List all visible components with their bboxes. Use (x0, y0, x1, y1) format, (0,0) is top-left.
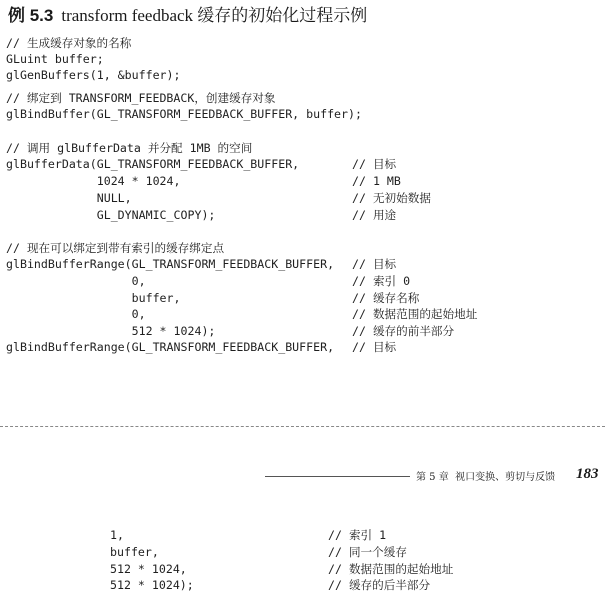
chapter-number: 第 5 章 (416, 472, 449, 483)
example-label: 例 5.3 (8, 6, 54, 25)
code-line-range-buffer-2: buffer, (110, 545, 159, 559)
comment-no-init-data: // 无初始数据 (352, 191, 431, 205)
code-line-comment-bindrange: // 现在可以绑定到带有索引的缓存绑定点 (6, 241, 225, 255)
comment-target: // 目标 (352, 257, 397, 271)
code-line-range-index: 0, (6, 274, 146, 288)
code-line-glgenbuffers: glGenBuffers(1, &buffer); (6, 68, 181, 82)
code-line-glbufferdata: glBufferData(GL_TRANSFORM_FEEDBACK_BUFFER, (6, 157, 300, 171)
code-line-comment-gen-names: // 生成缓存对象的名称 (6, 36, 132, 50)
code-line-bufferdata-null: NULL, (6, 191, 132, 205)
page-gap (0, 396, 605, 436)
code-line-glbindbufferrange-1: glBindBufferRange(GL_TRANSFORM_FEEDBACK_BUFFER, (6, 257, 335, 271)
code-line-range-size-2: 512 * 1024); (110, 578, 194, 592)
comment-range-start: // 数据范围的起始地址 (328, 562, 454, 576)
code-line-gluint-buffer: GLuint buffer; (6, 52, 104, 66)
running-head (416, 468, 555, 483)
code-line-range-buffer: buffer, (6, 291, 181, 305)
comment-first-half: // 缓存的前半部分 (352, 324, 455, 338)
comment-buffer-name: // 缓存名称 (352, 291, 420, 305)
comment-target: // 目标 (352, 157, 397, 171)
code-line-bufferdata-size: 1024 * 1024, (6, 174, 181, 188)
code-line-comment-bind: // 绑定到 TRANSFORM_FEEDBACK，创建缓存对象 (6, 91, 276, 105)
code-line-comment-bufferdata: // 调用 glBufferData 并分配 1MB 的空间 (6, 141, 253, 155)
example-title (8, 1, 367, 26)
comment-usage: // 用途 (352, 208, 397, 222)
page-divider (0, 426, 605, 427)
comment-target: // 目标 (352, 340, 397, 354)
comment-index-0: // 索引 0 (352, 274, 411, 288)
comment-range-start: // 数据范围的起始地址 (352, 307, 478, 321)
code-line-glbindbufferrange-2: glBindBufferRange(GL_TRANSFORM_FEEDBACK_BUFFER, (6, 340, 335, 354)
code-line-range-offset-2: 512 * 1024, (110, 562, 187, 576)
code-line-glbindbuffer: glBindBuffer(GL_TRANSFORM_FEEDBACK_BUFFER, buffer); (6, 107, 362, 121)
page-number: 183 (576, 466, 599, 482)
running-head-rule (265, 476, 410, 477)
example-caption: transform feedback 缓存的初始化过程示例 (61, 6, 368, 25)
comment-size-1mb: // 1 MB (352, 174, 401, 188)
comment-index-1: // 索引 1 (328, 528, 387, 542)
code-line-range-offset: 0, (6, 307, 146, 321)
code-line-range-size: 512 * 1024); (6, 324, 216, 338)
chapter-title: 视口变换、剪切与反馈 (455, 472, 556, 483)
code-line-range-index-1: 1, (110, 528, 124, 542)
comment-same-buffer: // 同一个缓存 (328, 545, 407, 559)
code-line-bufferdata-usage: GL_DYNAMIC_COPY); (6, 208, 216, 222)
comment-second-half: // 缓存的后半部分 (328, 578, 431, 592)
